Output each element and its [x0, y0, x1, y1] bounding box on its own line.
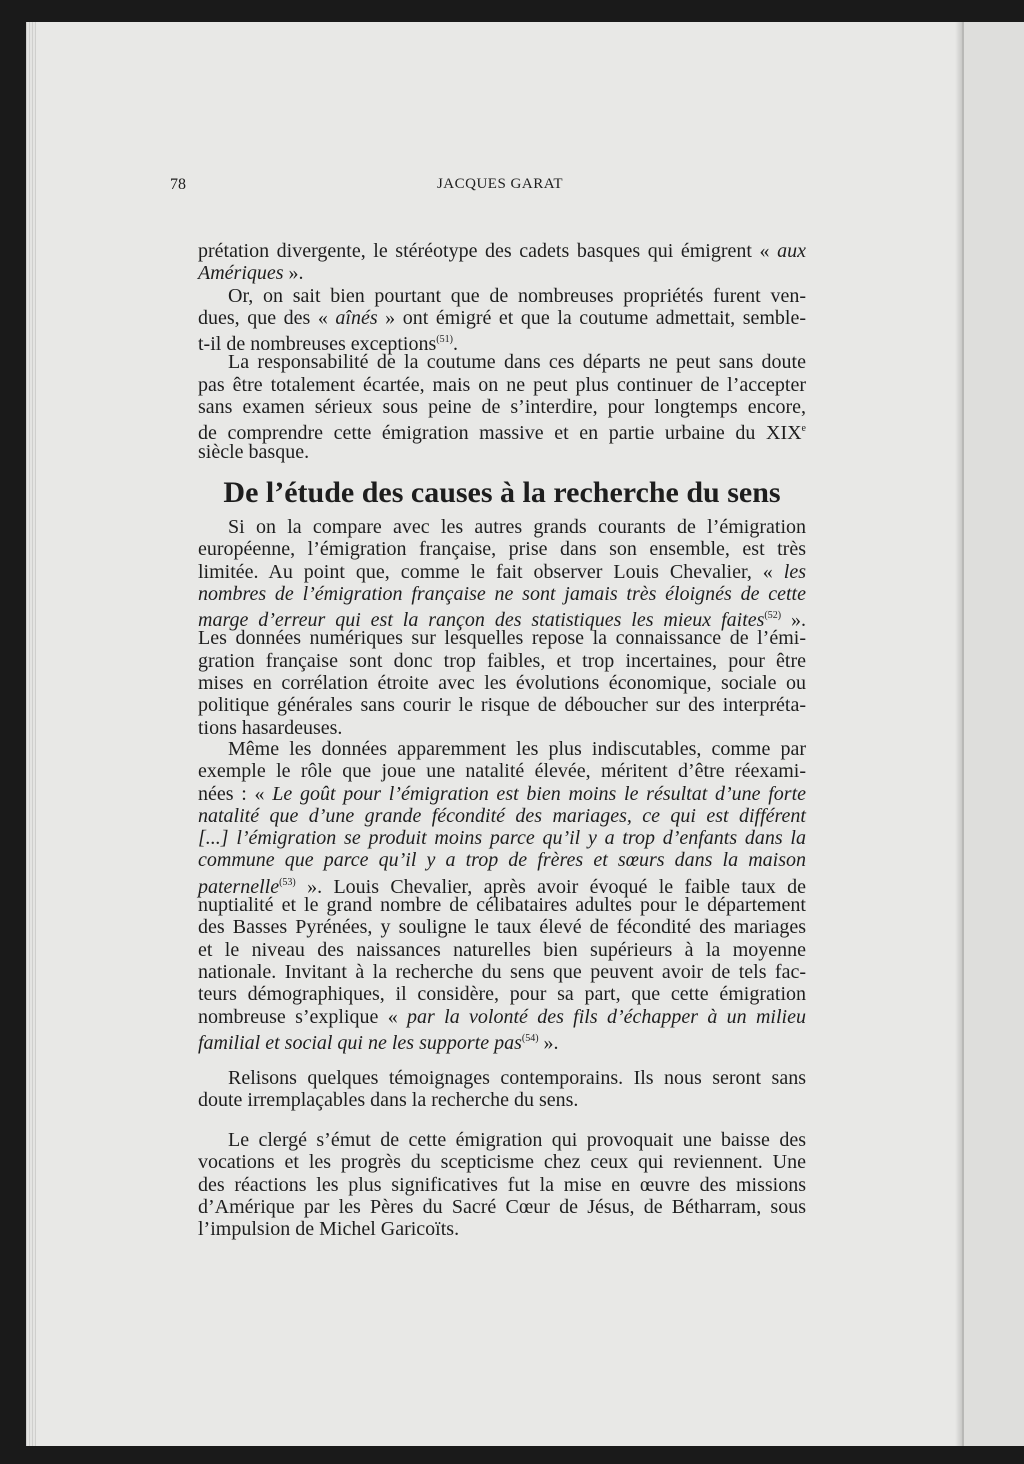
italic-quote: par la volonté des fils d’échapper à un milieu — [407, 1005, 806, 1028]
text-line — [198, 329, 806, 356]
text-line — [198, 605, 807, 632]
italic-quote: familial et social qui ne les supporte pas — [198, 1031, 522, 1054]
text-line — [198, 717, 806, 739]
text-segment: tions hasardeuses. — [198, 716, 343, 739]
running-head: JACQUES GARAT — [436, 176, 564, 192]
text-segment: nombreuse s’explique « — [198, 1005, 408, 1028]
paragraph — [198, 1067, 806, 1112]
text-line — [198, 1218, 806, 1240]
text-line — [198, 1006, 806, 1028]
text-line — [198, 827, 806, 849]
text-segment: Le clergé s’émut de cette émigration qui provoquait une baisse des — [228, 1129, 806, 1151]
text-segment: mises en corrélation étroite avec les évolutions économique, sociale ou — [198, 672, 806, 695]
text-segment: nuptialité et le grand nombre de célibataires adultes pour le département — [198, 894, 806, 917]
text-segment: exemple le rôle que joue une natalité élevée, méritent d’être réexami- — [198, 760, 806, 783]
italic-quote: [...] l’émigration se produit moins parce qu’il y a trop d’enfants dans la — [198, 827, 806, 850]
italic-quote: marge d’erreur qui est la rançon des statistiques les mieux faites — [198, 609, 765, 632]
text-segment: ». — [781, 609, 807, 632]
text-segment: siècle basque. — [198, 440, 310, 463]
text-segment: . — [452, 333, 458, 356]
text-segment: ». — [538, 1031, 559, 1054]
text-block-testimonies — [198, 1067, 806, 1112]
text-line — [198, 783, 806, 805]
text-line — [198, 561, 806, 583]
text-segment: gration française sont donc trop faibles, et trop incertaines, pour être — [198, 649, 806, 672]
paragraph — [198, 516, 806, 739]
text-line — [198, 760, 806, 782]
text-segment: de comprendre cette émigration massive et en partie urbaine du XIX — [198, 422, 802, 445]
text-segment: Si on la compare avec les autres grands courants de l’émigration — [228, 516, 806, 538]
text-line — [198, 516, 806, 538]
text-segment: pas être totalement écartée, mais on ne peut plus continuer de l’accepter — [198, 373, 806, 396]
italic-quote: aux — [777, 240, 806, 262]
text-segment: et le niveau des naissances naturelles bien supérieurs à la moyenne — [198, 938, 806, 961]
text-segment: La responsabilité de la coutume dans ces départs ne peut sans doute — [228, 351, 806, 374]
text-segment: l’impulsion de Michel Garicoïts. — [198, 1218, 460, 1241]
text-segment: sans examen sérieux sous peine de s’interdire, pour longtemps encore, — [198, 396, 806, 419]
book-gutter — [955, 22, 962, 1446]
paragraph — [198, 284, 806, 356]
text-segment: teurs démographiques, il considère, pour sa part, que cette émigration — [198, 983, 806, 1006]
text-line — [198, 374, 806, 396]
text-line — [198, 351, 806, 373]
text-line — [198, 396, 806, 418]
text-segment: ». — [283, 262, 304, 285]
text-segment: européenne, l’émigration française, prise dans son ensemble, est très — [198, 538, 806, 561]
text-segment: nationale. Invitant à la recherche du sens que peuvent avoir de tels fac- — [198, 960, 806, 983]
text-line — [198, 672, 806, 694]
text-block-natality — [198, 738, 807, 1054]
text-block-intro — [198, 240, 806, 463]
text-segment: » ont émigré et que la coutume admettait, semble- — [377, 306, 806, 329]
text-line — [198, 650, 806, 672]
text-segment: d’Amérique par les Pères du Sacré Cœur de Jésus, de Bétharram, sous — [198, 1195, 806, 1218]
italic-quote: les — [783, 560, 806, 583]
text-line — [198, 849, 806, 871]
text-segment: doute irremplaçables dans la recherche du sens. — [198, 1089, 579, 1112]
text-line — [198, 805, 806, 827]
facing-page-edge — [962, 22, 1024, 1446]
italic-quote: aînés — [335, 306, 378, 329]
text-line — [198, 1129, 806, 1151]
text-line — [198, 1089, 806, 1111]
paragraph — [198, 1129, 806, 1240]
footnote-ref: (54) — [521, 1032, 539, 1044]
text-line — [198, 916, 806, 938]
text-line — [198, 240, 806, 262]
text-line — [198, 961, 806, 983]
text-line — [198, 418, 806, 445]
paragraph — [198, 738, 807, 1054]
text-line — [198, 1067, 806, 1089]
footnote-ref: (51) — [436, 334, 453, 346]
text-line — [198, 983, 806, 1005]
text-segment: politique générales sans courir le risque de déboucher sur des interpréta- — [198, 694, 806, 717]
footnote-ref: (52) — [764, 610, 782, 622]
text-segment: vocations et les progrès du scepticisme chez ceux qui reviennent. Une — [198, 1151, 806, 1174]
text-segment: Or, on sait bien pourtant que de nombreuses propriétés furent ven- — [228, 284, 806, 307]
text-line — [198, 262, 806, 284]
italic-quote: paternelle — [198, 875, 280, 898]
text-segment: des Basses Pyrénées, y souligne le taux élevé de fécondité des mariages — [198, 916, 806, 939]
text-line — [198, 538, 806, 560]
text-segment: Même les données apparemment les plus indiscutables, comme par — [228, 738, 806, 760]
text-segment: Les données numériques sur lesquelles repose la connaissance de l’émi- — [198, 627, 806, 650]
italic-quote: Amériques — [198, 262, 284, 285]
text-segment: t-il de nombreuses exceptions — [198, 333, 437, 356]
text-segment: prétation divergente, le stéréotype des cadets basques qui émigrent « — [198, 240, 778, 262]
text-line — [198, 1028, 806, 1054]
text-line — [198, 627, 806, 649]
italic-quote: commune que parce qu’il y a trop de frères et sœurs dans la maison — [198, 849, 806, 872]
section-heading: De l’étude des causes à la recherche du sens — [223, 476, 781, 509]
text-line — [198, 872, 806, 898]
footnote-ref: e — [801, 423, 806, 435]
text-line — [198, 694, 806, 716]
text-line — [198, 939, 806, 961]
paragraph — [198, 240, 806, 285]
footnote-ref: (53) — [279, 876, 296, 888]
italic-quote: natalité que d’une grande fécondité des mariages, ce qui est différent — [198, 804, 806, 827]
page-number: 78 — [170, 176, 186, 193]
text-segment: dues, que des « — [198, 306, 336, 329]
text-segment: nées : « — [198, 782, 273, 805]
text-line — [198, 583, 806, 605]
page-stack-edge — [26, 22, 36, 1446]
text-line — [198, 738, 806, 760]
text-segment: limitée. Au point que, comme le fait observer Louis Chevalier, « — [198, 560, 784, 583]
text-line — [198, 1151, 806, 1173]
text-segment: des réactions les plus significatives fut la mise en œuvre des missions — [198, 1173, 806, 1196]
paragraph — [198, 351, 806, 462]
italic-quote: nombres de l’émigration française ne sont jamais très éloignés de cette — [198, 582, 806, 605]
text-line — [198, 285, 806, 307]
text-block-clergy — [198, 1129, 806, 1240]
text-line — [198, 307, 806, 329]
text-line — [198, 1196, 806, 1218]
italic-quote: Le goût pour l’émigration est bien moins le résultat d’une forte — [272, 782, 807, 805]
text-segment: Relisons quelques témoignages contemporains. Ils nous seront sans — [228, 1067, 806, 1089]
text-line — [198, 1174, 806, 1196]
text-block-comparison — [198, 516, 806, 739]
text-segment: ». Louis Chevalier, après avoir évoqué le faible taux de — [295, 875, 806, 898]
text-line — [198, 894, 806, 916]
